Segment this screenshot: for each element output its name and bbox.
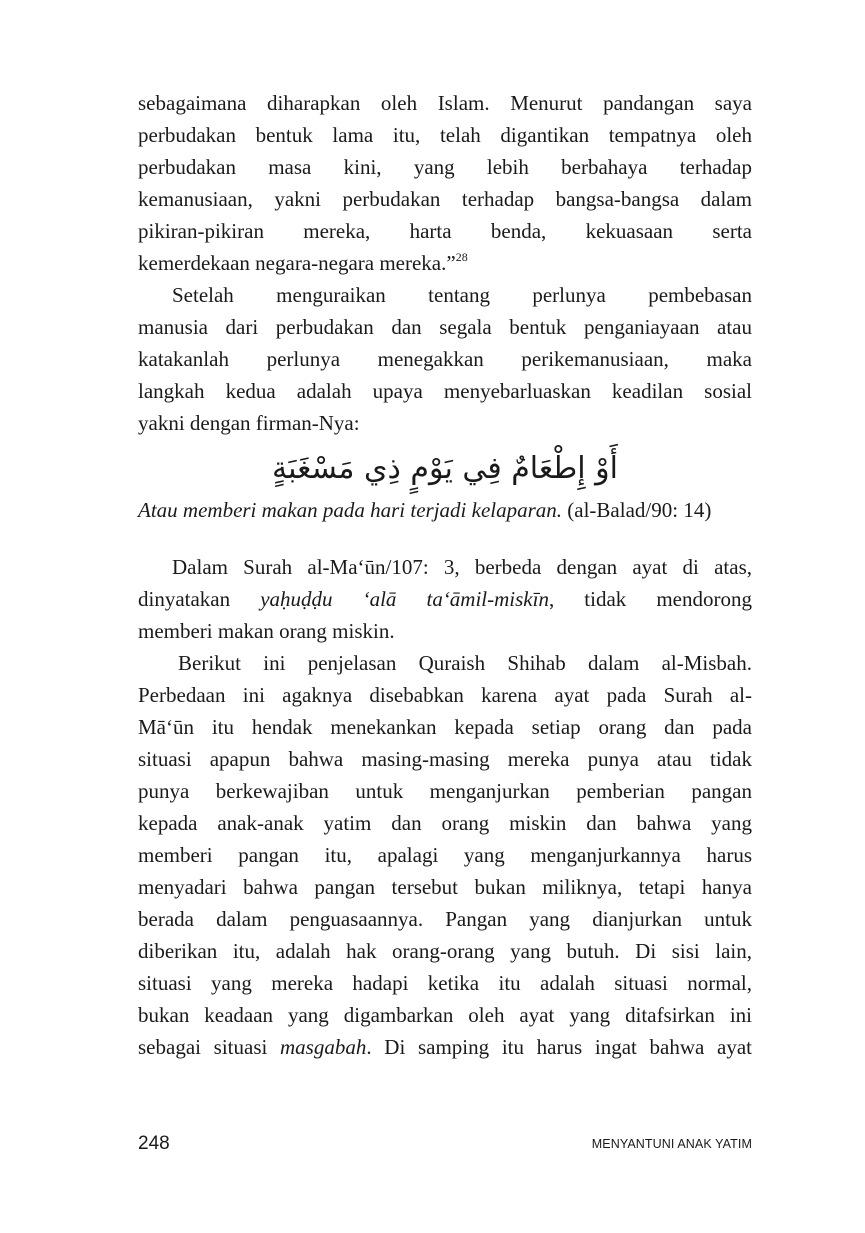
text-line [138, 647, 752, 679]
text-line [138, 935, 752, 967]
text-block-bottom [138, 551, 752, 1063]
text-line [138, 87, 752, 119]
text-span: yakni dengan firman-Nya: [138, 411, 360, 435]
text-span: pikiran-pikiran mereka, harta benda, kekuasaan serta [138, 219, 752, 243]
text-span: diberikan itu, adalah hak orang-orang yang butuh. Di sisi lain, [138, 939, 752, 963]
text-span: sebagai situasi [138, 1035, 281, 1059]
text-line [138, 807, 752, 839]
text-span: Mā‘ūn itu hendak menekankan kepada setiap orang dan pada [138, 715, 752, 739]
text-line [138, 311, 752, 343]
text-span: langkah kedua adalah upaya menyebarluaskan keadilan sosial [138, 379, 752, 403]
verse-reference: (al-Balad/90: 14) [562, 498, 712, 522]
text-line [138, 279, 752, 311]
text-span: bukan keadaan yang digambarkan oleh ayat yang ditafsirkan ini [138, 1003, 752, 1027]
text-line [138, 1031, 752, 1063]
text-line [138, 375, 752, 407]
text-line [138, 247, 752, 279]
text-span: . Di samping itu harus ingat bahwa ayat [366, 1035, 753, 1059]
text-span: Setelah menguraikan tentang perlunya pembebasan [172, 283, 752, 307]
text-line [138, 151, 752, 183]
paragraph [138, 87, 752, 279]
verse-translation [138, 494, 752, 526]
page-body [138, 87, 752, 1063]
text-span: punya berkewajiban untuk menganjurkan pemberian pangan [138, 779, 752, 803]
text-line [138, 119, 752, 151]
text-span: menyadari bahwa pangan tersebut bukan miliknya, tetapi hanya [138, 875, 752, 899]
text-line [138, 679, 752, 711]
text-line [138, 551, 752, 583]
italic-term: masgabah [280, 1035, 367, 1059]
text-span: perbudakan masa kini, yang lebih berbahaya terhadap [138, 155, 752, 179]
paragraph [138, 551, 752, 647]
paragraph [138, 647, 752, 1063]
text-line [138, 215, 752, 247]
text-span: , tidak mendorong [548, 587, 752, 611]
text-line [138, 999, 752, 1031]
text-span: situasi apapun bahwa masing-masing mereka punya atau tidak [138, 747, 752, 771]
quran-verse-arabic: أَوْ إِطْعَامٌ فِي يَوْمٍ ذِي مَسْغَبَةٍ [272, 451, 618, 486]
footnote-ref[interactable]: 28 [455, 250, 468, 264]
translation-text: Atau memberi makan pada hari terjadi kelaparan. [138, 498, 563, 522]
text-span: Berikut ini penjelasan Quraish Shihab dalam al-Misbah. [178, 651, 752, 675]
text-span: sebagaimana diharapkan oleh Islam. Menurut pandangan saya [138, 91, 752, 115]
text-block-top [138, 87, 752, 439]
text-line [138, 775, 752, 807]
text-span: dinyatakan [138, 587, 261, 611]
text-span: memberi pangan itu, apalagi yang menganjurkannya harus [138, 843, 752, 867]
text-line [138, 407, 752, 439]
text-line [138, 343, 752, 375]
text-span: perbudakan bentuk lama itu, telah digantikan tempatnya oleh [138, 123, 752, 147]
paragraph [138, 279, 752, 439]
text-span: berada dalam penguasaannya. Pangan yang dianjurkan untuk [138, 907, 752, 931]
running-title: MENYANTUNI ANAK YATIM [591, 1137, 752, 1151]
text-span: manusia dari perbudakan dan segala bentuk penganiayaan atau [138, 315, 752, 339]
text-line [138, 967, 752, 999]
text-span: Perbedaan ini agaknya disebabkan karena ayat pada Surah al- [138, 683, 752, 707]
italic-term: yaḥuḍḍu ‘alā ta‘āmil-miskīn [260, 587, 549, 611]
text-line [138, 871, 752, 903]
text-span: situasi yang mereka hadapi ketika itu adalah situasi normal, [138, 971, 752, 995]
text-line [138, 183, 752, 215]
text-span: memberi makan orang miskin. [138, 619, 395, 643]
text-span: kemerdekaan negara-negara mereka.” [138, 251, 456, 275]
text-span: kemanusiaan, yakni perbudakan terhadap bangsa-bangsa dalam [138, 187, 752, 211]
text-line [138, 615, 752, 647]
text-span: kepada anak-anak yatim dan orang miskin dan bahwa yang [138, 811, 752, 835]
text-span: katakanlah perlunya menegakkan perikemanusiaan, maka [138, 347, 752, 371]
text-line [138, 839, 752, 871]
text-line [138, 711, 752, 743]
text-span: Dalam Surah al-Ma‘ūn/107: 3, berbeda dengan ayat di atas, [172, 555, 752, 579]
text-line [138, 583, 752, 615]
text-line [138, 903, 752, 935]
text-line [138, 743, 752, 775]
page-number: 248 [138, 1133, 170, 1154]
